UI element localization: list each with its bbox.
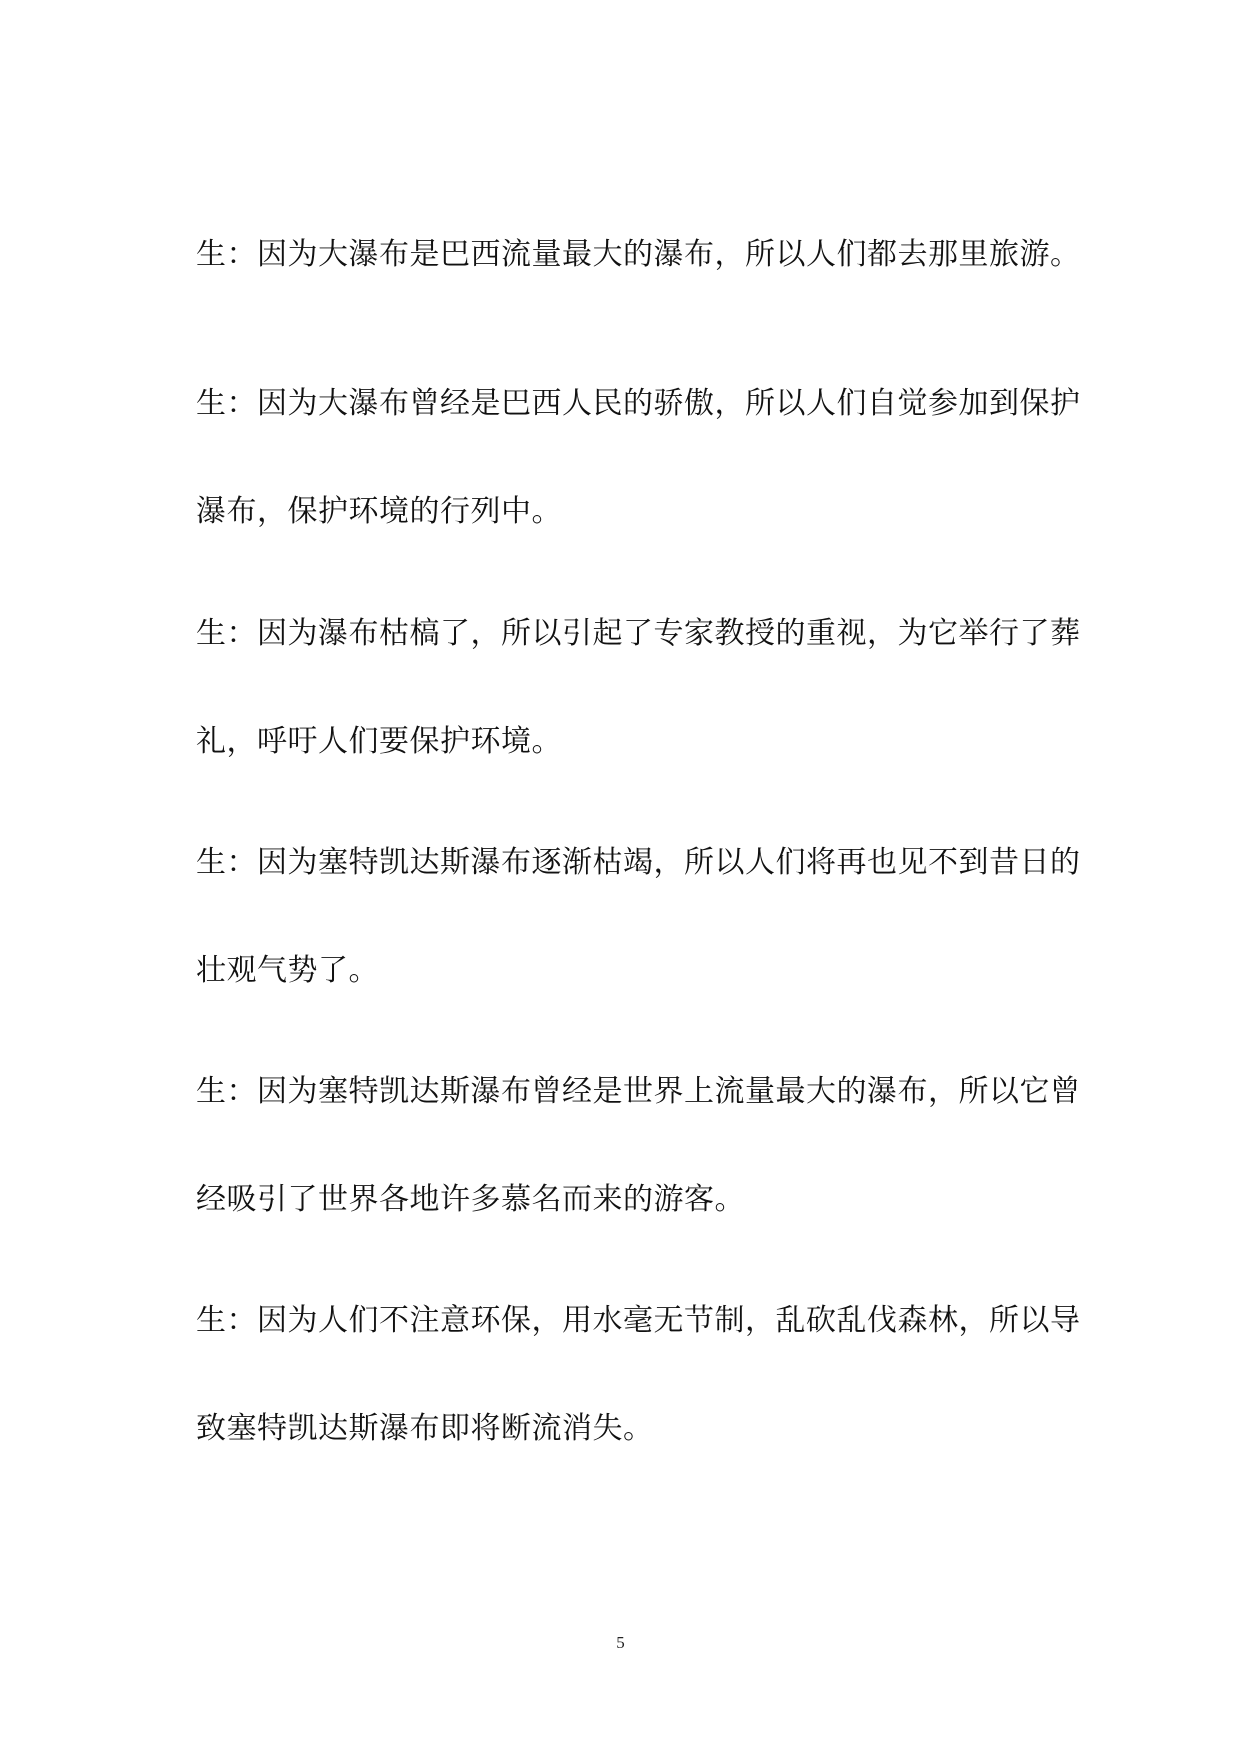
paragraph-2 bbox=[196, 386, 1081, 529]
paragraph-6 bbox=[196, 1303, 1081, 1446]
paragraph-line: 生：因为塞特凯达斯瀑布曾经是世界上流量最大的瀑布，所以它曾 bbox=[196, 1074, 1081, 1109]
paragraph-line: 生：因为塞特凯达斯瀑布逐渐枯竭，所以人们将再也见不到昔日的 bbox=[196, 845, 1081, 880]
paragraph-line: 生：因为人们不注意环保，用水毫无节制，乱砍乱伐森林，所以导 bbox=[196, 1303, 1081, 1338]
paragraph-4 bbox=[196, 845, 1081, 988]
paragraph-line: 经吸引了世界各地许多慕名而来的游客。 bbox=[196, 1182, 745, 1217]
paragraph-line: 生：因为大瀑布曾经是巴西人民的骄傲，所以人们自觉参加到保护 bbox=[196, 386, 1081, 421]
paragraph-line: 瀑布，保护环境的行列中。 bbox=[196, 494, 562, 529]
paragraph-line: 壮观气势了。 bbox=[196, 953, 379, 988]
paragraph-line: 生：因为大瀑布是巴西流量最大的瀑布，所以人们都去那里旅游。 bbox=[196, 237, 1081, 272]
paragraph-line: 生：因为瀑布枯槁了，所以引起了专家教授的重视，为它举行了葬 bbox=[196, 616, 1081, 651]
paragraph-line: 礼，呼吁人们要保护环境。 bbox=[196, 724, 562, 759]
paragraph-5 bbox=[196, 1074, 1081, 1217]
paragraph-3 bbox=[196, 616, 1081, 759]
page-number: 5 bbox=[616, 1633, 625, 1652]
paragraph-1 bbox=[196, 237, 1081, 272]
paragraph-line: 致塞特凯达斯瀑布即将断流消失。 bbox=[196, 1411, 654, 1446]
